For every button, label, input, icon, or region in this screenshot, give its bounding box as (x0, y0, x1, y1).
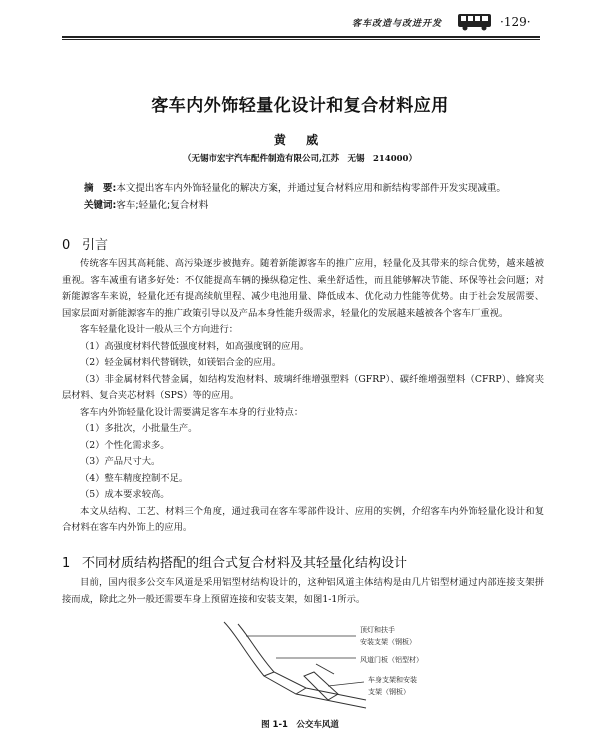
section-1-body (62, 575, 544, 608)
abstract (84, 180, 506, 194)
bus-icon (457, 11, 493, 31)
keywords (84, 197, 208, 211)
section-number: 1 (62, 556, 71, 571)
header-rule-thin (62, 39, 540, 40)
section-number: 0 (62, 238, 71, 253)
duct-profile-line (238, 624, 366, 700)
list-item: （1）高强度材料代替低强度材料，如高强度钢的应用。 (80, 340, 310, 352)
section-title: 不同材质结构搭配的组合式复合材料及其轻量化结构设计 (82, 556, 408, 571)
section-0-body (62, 256, 544, 537)
paragraph: 目前，国内很多公交车风道是采用铝型材结构设计的，这种铝风道主体结构是由几片铝型材通过内部连接支架拼接而成，除此之外一般还需要车身上预留连接和安装支架，如图1-1所示。 (62, 577, 544, 605)
author: 黄 威 (273, 133, 327, 147)
article-title: 客车内外饰轻量化设计和复合材料应用 (151, 96, 449, 116)
list-item: （3）非金属材料代替金属，如结构发泡材料、玻璃纤维增强塑料（GFRP）、碳纤维增强塑料（CFRP）、蜂窝夹层材料、复合夹芯材料（SPS）等的应用。 (62, 373, 544, 401)
leader-line (328, 682, 364, 686)
figure-label: 安装支架（钢板） (360, 638, 416, 646)
list-item: （4）整车精度控制不足。 (80, 472, 189, 484)
section-1-heading (62, 552, 407, 571)
page-number: ·129· (500, 15, 531, 29)
figure-caption: 图 1-1 公交车风道 (261, 720, 339, 730)
header-rule (62, 36, 540, 38)
keywords-label: 关键词: (84, 200, 117, 211)
abstract-text: 本文提出客车内外饰轻量化的解决方案，并通过复合材料应用和新结构零部件开发实现减重。 (116, 183, 506, 194)
figure-label: 支架（钢板） (368, 688, 410, 696)
list-item: （1）多批次，小批量生产。 (80, 423, 198, 434)
list-item: （3）产品尺寸大。 (80, 456, 161, 467)
paragraph: 客车轻量化设计一般从三个方向进行： (80, 324, 239, 335)
affiliation: （无锡市宏宇汽车配件制造有限公司,江苏 无锡 214000） (183, 154, 417, 164)
keywords-text: 客车;轻量化;复合材料 (116, 200, 209, 211)
figure-label: 风道门板（铝型材） (360, 656, 423, 664)
figure-label: 顶灯和扶手 (360, 626, 395, 634)
bracket-shape (304, 672, 338, 700)
list-item: （2）轻金属材料代替钢铁，如镁铝合金的应用。 (80, 357, 282, 368)
running-header: 客车改造与改进开发 (352, 19, 443, 29)
paragraph: 本文从结构、工艺、材料三个角度，通过我司在客车零部件设计、应用的实例，介绍客车内外饰轻量化设计和复合材料在客车内外饰上的应用。 (62, 505, 544, 533)
roof-profile-line (224, 622, 366, 708)
paragraph: 传统客车因其高耗能、高污染逐步被抛弃。随着新能源客车的推广应用，轻量化及其带来的综合优势，越来越被重视。客车减重有诸多好处：不仅能提高车辆的操纵稳定性、乘坐舒适性，而且能够解决节能、环保等社会问题；对新能源客车来说，轻量化还有提高续航里程、减少电池用量、降低成本、优化动力性能等优势。由于社会发展需要、国家层面对新能源客车的推广政策引导以及产品本身性能升级需求，轻量化的发展越来越被各个客车厂重视。 (62, 258, 544, 319)
abstract-label: 摘 要: (84, 183, 117, 194)
section-0-heading (62, 234, 108, 253)
list-item: （5）成本要求较高。 (80, 489, 170, 500)
bus-air-duct-figure (216, 614, 556, 714)
section-title: 引言 (82, 238, 109, 253)
list-item: （2）个性化需求多。 (80, 439, 170, 451)
figure-label: 车身支架和安装 (368, 676, 417, 684)
paragraph: 客车内外饰轻量化设计需要满足客车本身的行业特点： (80, 406, 304, 418)
